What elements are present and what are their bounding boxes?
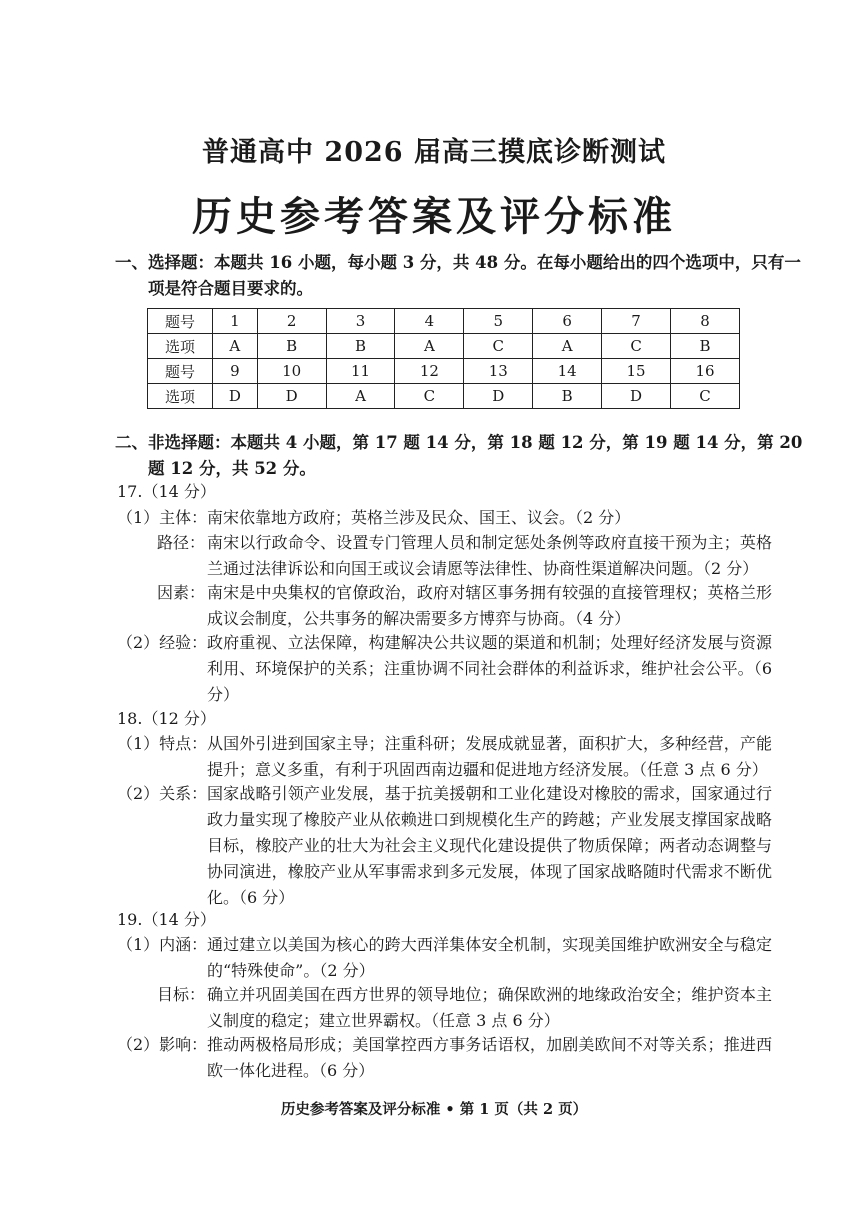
q18-features-value: 从国外引进到国家主导；注重科研；发展成就显著，面积扩大，多种经营，产能提升；意义多重，有利于巩固西南边疆和促进地方经济发展。（任意 3 点 6 分） <box>207 734 772 779</box>
q19-part2-impact <box>117 1032 772 1084</box>
table-cell: 7 <box>602 309 671 334</box>
table-cell: A <box>213 334 258 359</box>
table-cell: A <box>533 334 602 359</box>
table-row <box>148 359 740 384</box>
q18-features-key: （1）特点： <box>117 734 208 753</box>
exam-title: 普通高中 2026 届高三摸底诊断测试 <box>202 137 666 168</box>
document-title: 历史参考答案及评分标准 <box>192 193 676 240</box>
table-cell: C <box>464 334 533 359</box>
table-cell: B <box>326 334 395 359</box>
table-cell: A <box>395 334 464 359</box>
section1-text: 选择题：本题共 16 小题，每小题 3 分，共 48 分。在每小题给出的四个选项中，只有一项是符合题目要求的。 <box>148 253 801 298</box>
q19-impact-key: （2）影响： <box>117 1035 208 1054</box>
q17-experience-value: 政府重视、立法保障，构建解决公共议题的渠道和机制；处理好经济发展与资源利用、环境保护的关系；注重协调不同社会群体的利益诉求，维护社会公平。（6 分） <box>207 633 772 704</box>
q17-factor-key: 因素： <box>157 583 206 602</box>
answer-table <box>147 308 740 409</box>
page-footer: 历史参考答案及评分标准 • 第 1 页（共 2 页） <box>280 1101 588 1118</box>
q19-goal-value: 确立并巩固美国在西方世界的领导地位；确保欧洲的地缘政治安全；维护资本主义制度的稳定；建立世界霸权。（任意 3 点 6 分） <box>207 985 772 1030</box>
table-cell: 8 <box>671 309 740 334</box>
table-cell: 1 <box>213 309 258 334</box>
table-cell: 12 <box>395 359 464 384</box>
table-cell: B <box>257 334 326 359</box>
section1-instructions <box>115 250 808 302</box>
row-label-number: 题号 <box>148 309 213 334</box>
table-cell: 4 <box>395 309 464 334</box>
q17-factor-value: 南宋是中央集权的官僚政治，政府对辖区事务拥有较强的直接管理权；英格兰形成议会制度，公共事务的解决需要多方博弈与协商。（4 分） <box>207 583 772 628</box>
table-cell: 16 <box>671 359 740 384</box>
section2-label: 二、 <box>115 433 148 452</box>
q17-path-key: 路径： <box>157 533 206 552</box>
q19-impact-value: 推动两极格局形成；美国掌控西方事务话语权，加剧美欧间不对等关系；推进西欧一体化进程。（6 分） <box>207 1035 772 1080</box>
table-cell: A <box>326 384 395 409</box>
q19-connotation-key: （1）内涵： <box>117 935 208 954</box>
table-cell: 6 <box>533 309 602 334</box>
q18-relation-key: （2）关系： <box>117 784 208 803</box>
table-cell: 2 <box>257 309 326 334</box>
q19-goal-key: 目标： <box>157 985 206 1004</box>
table-cell: 13 <box>464 359 533 384</box>
q17-subject-key: （1）主体： <box>117 508 208 527</box>
row-label-option: 选项 <box>148 384 213 409</box>
table-row <box>148 309 740 334</box>
q18-part1-features <box>117 731 772 783</box>
q17-part1-subject <box>117 505 772 531</box>
row-label-number: 题号 <box>148 359 213 384</box>
table-cell: 3 <box>326 309 395 334</box>
q19-connotation-value: 通过建立以美国为核心的跨大西洋集体安全机制，实现美国维护欧洲安全与稳定的“特殊使命”。（2 分） <box>207 935 772 980</box>
table-cell: D <box>464 384 533 409</box>
table-cell: 5 <box>464 309 533 334</box>
table-cell: D <box>213 384 258 409</box>
q18-relation-value: 国家战略引领产业发展，基于抗美援朝和工业化建设对橡胶的需求，国家通过行政力量实现了橡胶产业从依赖进口到规模化生产的跨越；产业发展支撑国家战略目标，橡胶产业的壮大为社会主义现代化建设提供了物质保障；两者动态调整与协同演进，橡胶产业从军事需求到多元发展，体现了国家战略随时代需求不断优化。（6 分） <box>207 784 772 907</box>
table-cell: B <box>671 334 740 359</box>
q17-subject-value: 南宋依靠地方政府；英格兰涉及民众、国王、议会。（2 分） <box>207 508 631 527</box>
table-cell: C <box>602 334 671 359</box>
section1-label: 一、 <box>115 253 148 272</box>
q19-part1-goal <box>117 982 772 1034</box>
q19-heading: 19.（14 分） <box>117 910 216 929</box>
table-cell: 9 <box>213 359 258 384</box>
table-cell: B <box>533 384 602 409</box>
section2-instructions <box>115 430 808 482</box>
table-cell: 14 <box>533 359 602 384</box>
table-cell: C <box>671 384 740 409</box>
table-cell: C <box>395 384 464 409</box>
section2-text: 非选择题：本题共 4 小题，第 17 题 14 分，第 18 题 12 分，第 19 题 14 分，第 20 题 12 分，共 52 分。 <box>148 433 803 478</box>
table-cell: D <box>602 384 671 409</box>
table-row <box>148 384 740 409</box>
table-row <box>148 334 740 359</box>
table-cell: 15 <box>602 359 671 384</box>
q17-part2-experience <box>117 630 772 708</box>
q18-heading: 18.（12 分） <box>117 709 216 728</box>
q17-experience-key: （2）经验： <box>117 633 208 652</box>
q17-heading: 17.（14 分） <box>117 482 216 501</box>
table-cell: 11 <box>326 359 395 384</box>
q17-path-value: 南宋以行政命令、设置专门管理人员和制定惩处条例等政府直接干预为主；英格兰通过法律诉讼和向国王或议会请愿等法律性、协商性渠道解决问题。（2 分） <box>207 533 772 578</box>
q17-part1-path <box>117 530 772 582</box>
table-cell: 10 <box>257 359 326 384</box>
table-cell: D <box>257 384 326 409</box>
q18-part2-relation <box>117 781 772 911</box>
q19-part1-connotation <box>117 932 772 984</box>
row-label-option: 选项 <box>148 334 213 359</box>
q17-part1-factor <box>117 580 772 632</box>
